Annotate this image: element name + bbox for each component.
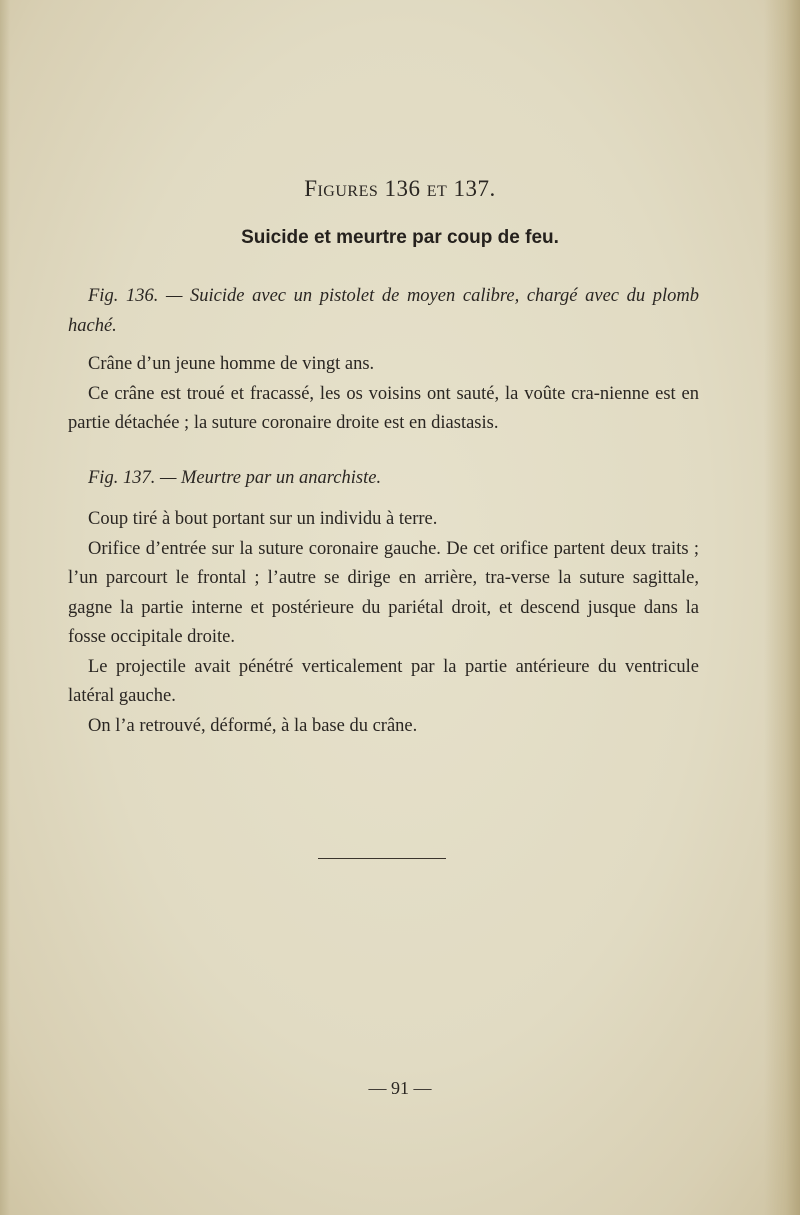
figure-137-label: Fig. 137. — xyxy=(88,468,177,488)
figure-137-paragraph: On l’a retrouvé, déformé, à la base du crâne. xyxy=(88,715,418,736)
figure-137-paragraph: Le projectile avait pénétré verticalement par la partie antérieure du ventricule latéral gauche. xyxy=(68,656,699,706)
figure-137-caption xyxy=(68,464,699,494)
page-heading: Figures 136 et 137. xyxy=(304,176,496,201)
figure-136-caption-text: Suicide avec un pistolet de moyen calibre, chargé avec du plomb haché. xyxy=(68,286,700,336)
figure-137-caption-text: Meurtre par un anarchiste. xyxy=(181,468,382,488)
page-subheading: Suicide et meurtre par coup de feu. xyxy=(241,227,559,248)
figure-136-label: Fig. 136. — xyxy=(88,286,183,306)
page-number: — 91 — xyxy=(368,1078,432,1098)
figure-136-caption-block xyxy=(68,282,699,341)
figure-137-description xyxy=(68,505,699,741)
section-divider-rule xyxy=(318,858,446,859)
figure-137-caption-block xyxy=(68,464,699,494)
figure-137-paragraph: Orifice d’entrée sur la suture coronaire gauche. De cet orifice partent deux traits ; l’un parcourt le frontal ; l’autre se dirige en arrière, tra-verse la suture sagittale, gagne la partie interne et postérieure du pariétal droit, et descend jusque dans la fosse occipitale droite. xyxy=(68,538,699,647)
figure-136-description xyxy=(68,350,699,439)
figure-136-caption xyxy=(68,282,699,341)
figure-137-paragraph: Coup tiré à bout portant sur un individu à terre. xyxy=(88,509,438,529)
figure-136-paragraph: Ce crâne est troué et fracassé, les os voisins ont sauté, la voûte cra-nienne est en partie détachée ; la suture coronaire droite est en diastasis. xyxy=(68,383,699,433)
figure-136-paragraph: Crâne d’un jeune homme de vingt ans. xyxy=(88,354,375,374)
